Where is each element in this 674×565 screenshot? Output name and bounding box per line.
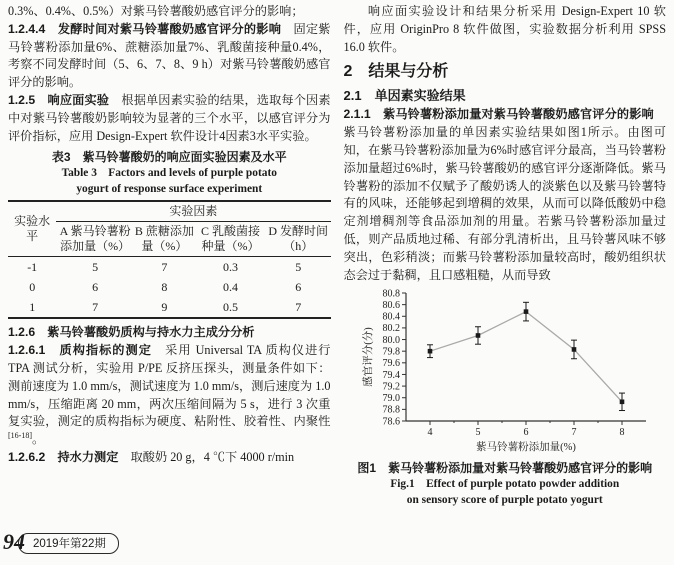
table-corner-header: 实验水平: [8, 201, 56, 257]
cell-c: 0.4: [223, 279, 238, 294]
data-point: [427, 349, 432, 354]
page-footer: [3, 529, 119, 555]
section-2-1-1: [344, 106, 667, 284]
y-tick-label: 79.6: [382, 358, 400, 370]
cell-a: 6: [92, 279, 99, 294]
y-tick-label: 80.6: [382, 300, 400, 312]
section-heading: 1.2.5 响应面实验: [8, 92, 110, 107]
citation-marker: [16-18]: [8, 431, 32, 441]
y-tick-label: 78.6: [382, 416, 400, 428]
paragraph-software: [344, 3, 667, 56]
x-tick-label: 7: [571, 427, 576, 439]
cell-b: 8: [161, 279, 168, 294]
x-tick-label: 4: [427, 427, 432, 439]
y-tick-label: 79.2: [382, 381, 400, 393]
left-column: [8, 3, 331, 508]
section-1-2-6-1: [8, 342, 331, 449]
section-body: 取酸奶 20 g，4 ℃下 4000 r/min: [118, 449, 295, 464]
section-body: 采用 Universal TA 质构仪进行 TPA 测试分析，实验用 P/PE 反挤压探头，测量条件如下：测前速度为 1.0 mm/s，测试速度为 1.0 mm/s，测后速度为 1.0 mm/s，压缩距离 20 mm，两次压缩间隔为 5 s，进行 3 次重复实验，测定的质构指标为硬度、粘附性、胶着性、内聚性: [8, 343, 331, 429]
section-heading: 1.2.4.4 发酵时间对紫马铃薯酸奶感官评分的影响: [8, 21, 282, 36]
section-1-2-4-4: [8, 21, 331, 92]
paragraph-text: 0.3%、0.4%、0.5%）对紫马铃薯酸奶感官评分的影响；: [8, 4, 304, 18]
table-caption-en-line2: yogurt of response surface experiment: [76, 182, 263, 195]
table-row: [8, 257, 331, 278]
cell-a: 5: [92, 259, 99, 274]
table-row: [8, 277, 331, 297]
cell-a: 7: [92, 299, 99, 314]
table-caption-en-line1: Table 3 Factors and levels of purple potato: [61, 167, 277, 180]
table-caption-zh: 表3 紫马铃薯酸奶的响应面实验因素及水平: [51, 150, 287, 165]
y-tick-label: 78.8: [382, 405, 400, 417]
cell-b: 9: [161, 299, 168, 314]
figure1-chart: [360, 287, 658, 453]
y-tick-label: 80.2: [382, 323, 400, 335]
data-point: [619, 400, 624, 405]
section-1-2-5: [8, 92, 331, 145]
section-heading: 1.2.6.1 质构指标的测定: [8, 343, 152, 358]
column-header-b: B 蔗糖添加量（%）: [134, 222, 195, 257]
y-tick-label: 80.8: [382, 288, 400, 300]
table-group-row: [8, 201, 331, 222]
table-group-header: 实验因素: [56, 201, 330, 222]
paragraph-continuation: [8, 3, 331, 21]
paragraph-text: 响应面实验设计和结果分析采用 Design-Expert 10 软件，应用 OriginPro 8 软件做图，实验数据分析利用 SPSS 16.0 软件。: [343, 4, 666, 54]
column-header-d: D 发酵时间（h）: [266, 222, 331, 257]
cell-level: 0: [29, 279, 36, 294]
section-1-2-6: [8, 324, 331, 342]
section-body: 紫马铃薯粉添加量的单因素实验结果如图1所示。由图可知，在紫马铃薯粉添加量为6%时感官评分最高，当马铃薯粉添加量超过6%时，紫马铃薯酸奶的感官评分逐渐降低。紫马铃薯粉的添加不仅赋予了酸奶诱人的淡紫色以及紫马铃薯特有的风味，还能够起到增稠的效果，从而可以降低酸奶中稳定剂增稠剂等食品添加剂的用量。若紫马铃薯粉添加量过低，则产品质地过稀、有部分乳清析出，且马铃薯风味不够突出，色彩稍淡；而紫马铃薯粉添加量较高时，酸奶组织状态会过于黏稠，且口感粗糙，从而导致: [343, 107, 666, 282]
cell-d: 6: [295, 279, 302, 294]
cell-d: 5: [295, 259, 302, 274]
y-axis-label: 感官评分(分): [362, 327, 374, 388]
data-point: [523, 310, 528, 315]
cell-b: 7: [161, 259, 168, 274]
x-tick-label: 8: [619, 427, 624, 439]
section-body-tail: 。: [32, 432, 45, 447]
section-body: 固定紫马铃薯粉添加量6%、蔗糖添加量7%、乳酸菌接种量0.4%，考察不同发酵时间（5、6、7、8、9 h）对紫马铃薯酸奶感官评分的影响。: [8, 21, 331, 90]
x-tick-label: 6: [523, 427, 528, 439]
cell-c: 0.3: [223, 259, 238, 274]
table-header-row: [8, 222, 331, 257]
section-heading: 1.2.6 紫马铃薯酸奶质构与持水力主成分分析: [8, 325, 255, 340]
cell-level: 1: [29, 299, 36, 314]
y-tick-label: 80.4: [382, 311, 400, 323]
data-point: [571, 347, 576, 352]
data-point: [475, 334, 480, 339]
table-row: [8, 297, 331, 318]
right-column: [344, 3, 667, 508]
x-axis-label: 紫马铃薯粉添加量(%): [475, 442, 576, 454]
figure1: [360, 287, 667, 459]
y-tick-label: 79.0: [382, 393, 400, 405]
cell-c: 0.5: [223, 299, 238, 314]
heading-results: 2 结果与分析: [343, 63, 449, 81]
issue-badge: 2019年第22期: [18, 533, 119, 554]
y-tick-label: 79.4: [382, 370, 400, 382]
column-header-a: A 紫马铃薯粉添加量（%）: [56, 222, 133, 257]
page-number: 94: [3, 529, 25, 554]
column-header-c: C 乳酸菌接种量（%）: [195, 222, 266, 257]
series-line: [430, 312, 622, 402]
y-tick-label: 79.8: [382, 346, 400, 358]
cell-level: -1: [27, 259, 38, 274]
y-tick-label: 80.0: [382, 335, 400, 347]
cell-d: 7: [295, 299, 302, 314]
section-body: 根据单因素实验的结果，选取每个因素中对紫马铃薯酸奶影响较为显著的三个水平，以感官评分为评价指标，应用 Design-Expert 软件设计4因素3水平实验。: [8, 92, 331, 143]
figure-caption-en-line2: on sensory score of purple potato yogurt: [406, 493, 603, 506]
heading-single-factor: 2.1 单因素实验结果: [343, 88, 466, 104]
figure-caption-en-line1: Fig.1 Effect of purple potato powder addition: [390, 478, 620, 491]
x-tick-label: 5: [475, 427, 480, 439]
factors-levels-table: [8, 200, 331, 319]
section-1-2-6-2: [8, 449, 331, 467]
section-heading: 1.2.6.2 持水力测定: [8, 449, 119, 464]
section-heading: 2.1.1 紫马铃薯粉添加量对紫马铃薯酸奶感官评分的影响: [343, 107, 654, 122]
figure-caption-zh: 图1 紫马铃薯粉添加量对紫马铃薯酸奶感官评分的影响: [357, 461, 653, 476]
